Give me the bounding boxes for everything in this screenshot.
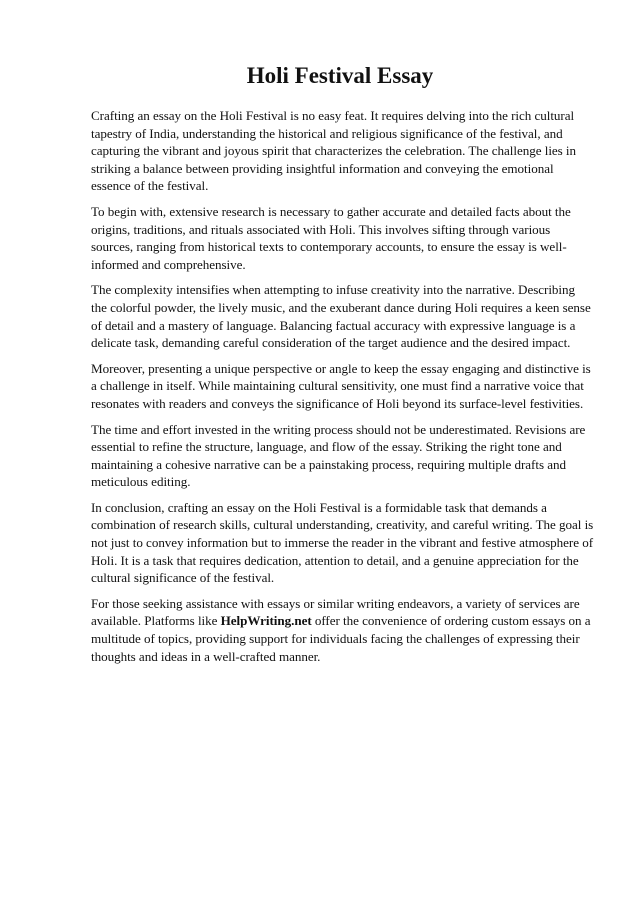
helpwriting-link[interactable]: HelpWriting.net [220, 613, 312, 629]
paragraph-conclusion: In conclusion, crafting an essay on the Holi Festival is a formidable task that demands a combination of research skills, cultural understanding, creativity, and careful writing. The goal is not just to convey information but to immerse the reader in the vibrant and festive atmosphere of Holi. It is a task that requires dedication, attention to detail, and a genuine appreciation for the cultural significance of the festival. [91, 499, 594, 586]
services-text-before: For those seeking assistance with essays or similar writing endeavors, a variety of services are available. Platforms like [91, 595, 580, 629]
paragraph-intro: Crafting an essay on the Holi Festival is no easy feat. It requires delving into the rich cultural tapestry of India, understanding the historical and religious significance of the festival, and capturing the vibrant and joyous spirit that characterizes the celebration. The challenge lies in striking a balance between providing insightful information and conveying the emotional essence of the festival. [91, 108, 577, 194]
paragraph-revisions: The time and effort invested in the writing process should not be underestimated. Revisions are essential to refine the structure, language, and flow of the essay. Striking the right tone and maintaining a cohesive narrative can be a painstaking process, requiring multiple drafts and meticulous editing. [91, 421, 586, 490]
paragraph-perspective: Moreover, presenting a unique perspective or angle to keep the essay engaging and distinctive is a challenge in itself. While maintaining cultural sensitivity, one must find a narrative voice that resonates with readers and conveys the significance of Holi beyond its surface-level festivities. [91, 360, 591, 411]
services-text-after: offer the convenience of ordering custom essays on a multitude of topics, providing support for individuals facing the challenges of expressing their thoughts and ideas in a well-crafted manner. [91, 613, 591, 664]
document-title: Holi Festival Essay [246, 63, 434, 88]
paragraph-services [91, 595, 594, 665]
document-body [91, 107, 594, 673]
paragraph-creativity: The complexity intensifies when attempting to infuse creativity into the narrative. Describing the colorful powder, the lively music, and the exuberant dance during Holi requires a keen sense of detail and a mastery of language. Balancing factual accuracy with expressive language is a delicate task, demanding careful consideration of the target audience and the desired impact. [91, 282, 591, 351]
paragraph-research: To begin with, extensive research is necessary to gather accurate and detailed facts about the origins, traditions, and rituals associated with Holi. This involves sifting through various sources, ranging from historical texts to contemporary accounts, to ensure the essay is well-informed and comprehensive. [91, 203, 571, 272]
